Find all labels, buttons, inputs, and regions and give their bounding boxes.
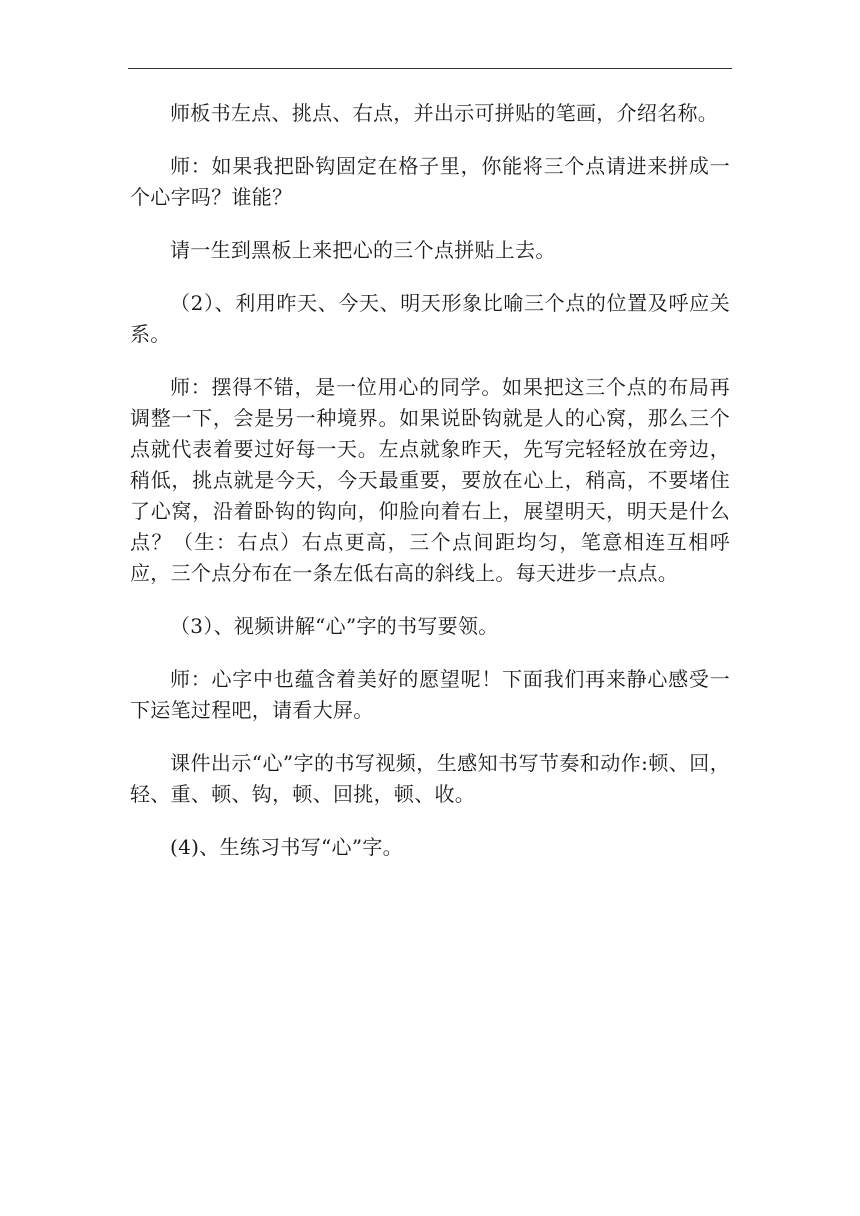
paragraph-teacher-explanation: 师：摆得不错，是一位用心的同学。如果把这三个点的布局再调整一下，会是另一种境界。如果说卧钩就是人的心窝，那么三个点就代表着要过好每一天。左点就象昨天，先写完轻轻放在旁边，稍低，挑点就是今天，今天最重要，要放在心上，稍高，不要堵住了心窝，沿着卧钩的钩向，仰脸向着右上，展望明天，明天是什么点？（生：右点）右点更高，三个点间距均匀，笔意相连互相呼应，三个点分布在一条左低右高的斜线上。每天进步一点点。 bbox=[130, 375, 730, 585]
document-body bbox=[130, 98, 730, 885]
paragraph-teacher-video-intro: 师：心字中也蕴含着美好的愿望呢！下面我们再来静心感受一下运笔过程吧，请看大屏。 bbox=[130, 667, 730, 722]
paragraph-stroke-intro: 师板书左点、挑点、右点，并出示可拼贴的笔画，介绍名称。 bbox=[170, 101, 719, 125]
paragraph-step-3: （3）、视频讲解“心”字的书写要领。 bbox=[170, 614, 499, 638]
paragraph-step-4: (4)、生练习书写“心”字。 bbox=[170, 835, 403, 859]
header-rule bbox=[128, 68, 732, 69]
paragraph-teacher-question: 师：如果我把卧钩固定在格子里，你能将三个点请进来拼成一个心字吗？谁能？ bbox=[130, 154, 730, 209]
paragraph-step-2: （2）、利用昨天、今天、明天形象比喻三个点的位置及呼应关系。 bbox=[130, 291, 730, 346]
paragraph-courseware-video: 课件出示“心”字的书写视频，生感知书写节奏和动作:顿、回，轻、重、顿、钩，顿、回挑，顿、收。 bbox=[130, 751, 730, 806]
paragraph-student-task: 请一生到黑板上来把心的三个点拼贴上去。 bbox=[170, 238, 556, 262]
